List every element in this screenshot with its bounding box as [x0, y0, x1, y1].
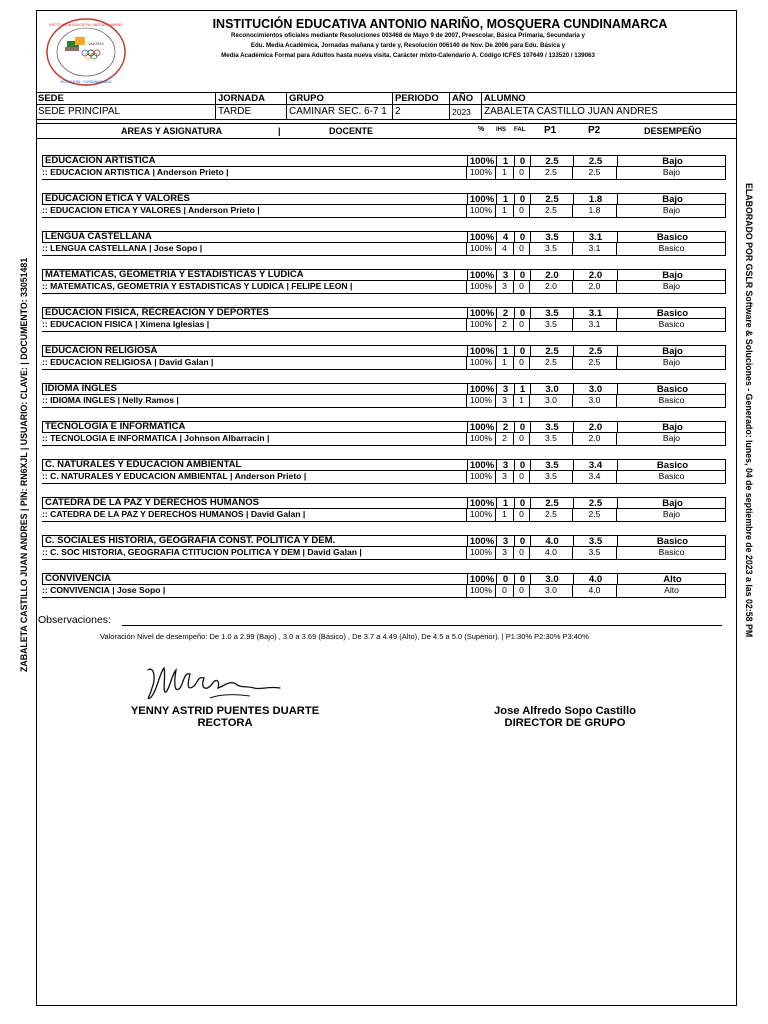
generated-by-vertical: ELABORADO POR GSLR Software & Soluciones - Generado: lunes, 04 de septiembre de 2023 a las 02:58 PM — [744, 183, 754, 638]
subject-row: :: EDUCACION ARTISTICA | Anderson Prieto | 100% 1 0 2.5 2.5 Bajo — [42, 167, 726, 180]
sede-cell: SEDE SEDE PRINCIPAL — [36, 93, 215, 119]
ano-cell: AÑO 2023 — [449, 93, 481, 119]
area-group — [42, 383, 726, 421]
subject-row: :: EDUCACION RELIGIOSA | David Galan | 100% 1 0 2.5 2.5 Bajo — [42, 357, 726, 370]
area-group — [42, 497, 726, 535]
area-row: CATEDRA DE LA PAZ Y DERECHOS HUMANOS 100% 1 0 2.5 2.5 Bajo — [42, 497, 726, 509]
subject-row: :: LENGUA CASTELLANA | Jose Sopo | 100% 4 0 3.5 3.1 Basico — [42, 243, 726, 256]
area-row: C. SOCIALES HISTORIA, GEOGRAFIA CONST. POLITICA Y DEM. 100% 3 0 4.0 3.5 Basico — [42, 535, 726, 547]
student-credentials-vertical: ZABALETA CASTILLO JUAN ANDRES | PIN: RN6XJL | USUARIO: CLAVE: | DOCUMENTO: 33051481 — [19, 257, 29, 672]
rector-signature — [140, 658, 290, 710]
area-row: EDUCACION ARTISTICA 100% 1 0 2.5 2.5 Bajo — [42, 155, 726, 167]
subject-row: :: C. NATURALES Y EDUCACION AMBIENTAL | Anderson Prieto | 100% 3 0 3.5 3.4 Basico — [42, 471, 726, 484]
rector-signature-block: YENNY ASTRID PUENTES DUARTE RECTORA — [130, 705, 320, 729]
subject-row: :: MATEMATICAS, GEOMETRIA Y ESTADISTICAS Y LUDICA | FELIPE LEON | 100% 3 0 2.0 2.0 Bajo — [42, 281, 726, 294]
grading-scale: Valoración Nivel de desempeño: De 1.0 a 2.99 (Bajo) , 3.0 a 3.69 (Básico) , De 3.7 a 4.49 (Alto), De 4.5 a 5.0 (Superior). | P1:30% P2:30% P3:40% — [100, 632, 589, 641]
subject-row: :: C. SOC HISTORIA, GEOGRAFIA CTITUCION POLITICA Y DEM | David Galan | 100% 3 0 4.0 3.5 Basico — [42, 547, 726, 560]
svg-text:MOSQUERA - CUNDINAMARCA: MOSQUERA - CUNDINAMARCA — [60, 80, 112, 84]
subject-row: :: TECNOLOGIA E INFORMATICA | Johnson Albarracin | 100% 2 0 3.5 2.0 Bajo — [42, 433, 726, 446]
area-row: MATEMATICAS, GEOMETRIA Y ESTADISTICAS Y LUDICA 100% 3 0 2.0 2.0 Bajo — [42, 269, 726, 281]
svg-text:VALORES: VALORES — [88, 42, 104, 46]
area-group — [42, 231, 726, 269]
area-row: CONVIVENCIA 100% 0 0 3.0 4.0 Alto — [42, 573, 726, 585]
director-signature-block: Jose Alfredo Sopo Castillo DIRECTOR DE GRUPO — [494, 705, 636, 729]
periodo-cell: PERIODO 2 — [392, 93, 449, 119]
subject-row: :: EDUCACION FISICA | Ximena Iglesias | 100% 2 0 3.5 3.1 Basico — [42, 319, 726, 332]
area-group — [42, 269, 726, 307]
subject-row: :: CONVIVENCIA | Jose Sopo | 100% 0 0 3.0 4.0 Alto — [42, 585, 726, 598]
area-row: C. NATURALES Y EDUCACION AMBIENTAL 100% 3 0 3.5 3.4 Basico — [42, 459, 726, 471]
area-group — [42, 535, 726, 573]
area-row: EDUCACION ETICA Y VALORES 100% 1 0 2.5 1.8 Bajo — [42, 193, 726, 205]
jornada-cell: JORNADA TARDE — [215, 93, 286, 119]
area-group — [42, 193, 726, 231]
svg-text:INSTITUCIÓN EDUCATIVA ANTONIO: INSTITUCIÓN EDUCATIVA ANTONIO NARIÑO — [49, 23, 123, 27]
alumno-cell: ALUMNO ZABALETA CASTILLO JUAN ANDRES — [481, 93, 737, 119]
area-row: LENGUA CASTELLANA 100% 4 0 3.5 3.1 Basico — [42, 231, 726, 243]
grades-column-header: AREAS Y ASIGNATURA | DOCENTE % IHS FAL P1 P2 DESEMPEÑO — [36, 123, 737, 139]
grades-table — [42, 155, 726, 611]
area-group — [42, 573, 726, 611]
subject-row: :: EDUCACION ETICA Y VALORES | Anderson Prieto | 100% 1 0 2.5 1.8 Bajo — [42, 205, 726, 218]
area-group — [42, 421, 726, 459]
student-info — [36, 93, 737, 119]
area-row: EDUCACION FISICA, RECREACION Y DEPORTES 100% 2 0 3.5 3.1 Basico — [42, 307, 726, 319]
school-logo — [45, 17, 127, 87]
area-row: EDUCACION RELIGIOSA 100% 1 0 2.5 2.5 Bajo — [42, 345, 726, 357]
area-group — [42, 155, 726, 193]
subject-row: :: IDIOMA INGLES | Nelly Ramos | 100% 3 1 3.0 3.0 Basico — [42, 395, 726, 408]
area-row: IDIOMA INGLES 100% 3 1 3.0 3.0 Basico — [42, 383, 726, 395]
area-group — [42, 459, 726, 497]
observaciones-line — [122, 625, 722, 626]
observaciones-label: Observaciones: — [38, 614, 111, 626]
institution-subtitle: Reconocimientos oficiales mediante Resoluciones 003468 de Mayo 9 de 2007, Preescolar, Básica Primaria, Secundaria y Edu. Media Académica, Jornadas mañana y tarde y, Resolución 006140 de Nov. De 2006 para Edu. Básica y Media Académica Formal para Adultos hasta nueva visita. Carácter mixto-Calendario A. Código ICFES 107649 / 133520 / 139063 — [221, 32, 595, 59]
area-group — [42, 345, 726, 383]
area-group — [42, 307, 726, 345]
grupo-cell: GRUPO CAMINAR SEC. 6-7 1 — [286, 93, 392, 119]
area-row: TECNOLOGIA E INFORMATICA 100% 2 0 3.5 2.0 Bajo — [42, 421, 726, 433]
institution-title: INSTITUCIÓN EDUCATIVA ANTONIO NARIÑO, MOSQUERA CUNDINAMARCA — [212, 17, 668, 31]
subject-row: :: CATEDRA DE LA PAZ Y DERECHOS HUMANOS | David Galan | 100% 1 0 2.5 2.5 Bajo — [42, 509, 726, 522]
